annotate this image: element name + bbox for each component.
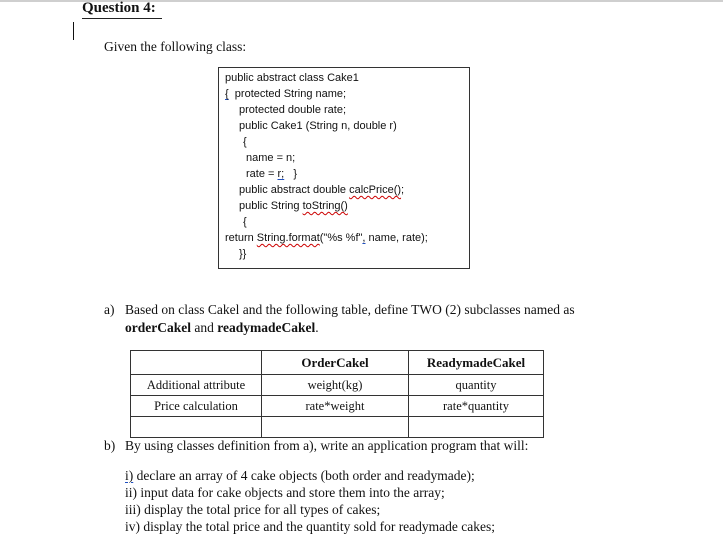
list-text: display the total price for all types of cakes;	[140, 502, 381, 517]
code-method: String.format	[256, 232, 320, 244]
code-method: toString()	[302, 200, 348, 212]
text-cursor	[73, 22, 74, 40]
table-cell	[262, 417, 409, 438]
code-var: r;	[277, 168, 285, 180]
subclass-table	[130, 350, 544, 438]
code-line	[225, 232, 428, 244]
list-item	[125, 485, 445, 501]
code-line	[225, 88, 346, 100]
part-a-connector: and	[190, 320, 218, 335]
code-text: ;	[401, 184, 405, 196]
list-item	[125, 468, 475, 484]
class-name-readymade: readymadeCakel	[217, 320, 316, 335]
code-line: name = n;	[246, 152, 296, 164]
table-cell: quantity	[409, 375, 544, 396]
list-number: ii)	[125, 485, 137, 500]
table-row	[131, 396, 544, 417]
title-underline	[82, 18, 162, 19]
question-intro: Given the following class:	[104, 39, 247, 54]
table-row	[131, 417, 544, 438]
code-text: }	[284, 168, 298, 180]
part-a-text-line2	[125, 320, 319, 336]
list-text: declare an array of 4 cake objects (both order and readymade);	[133, 468, 475, 483]
table-header-row	[131, 351, 544, 375]
table-row	[131, 375, 544, 396]
list-item	[125, 519, 495, 535]
part-b-label: b)	[104, 438, 116, 453]
code-line: }}	[239, 248, 247, 260]
code-text: protected String name;	[228, 88, 347, 100]
code-line	[239, 184, 404, 196]
table-cell: Additional attribute	[131, 375, 262, 396]
code-brace: {	[225, 88, 229, 100]
table-cell	[131, 417, 262, 438]
code-line: {	[243, 216, 247, 228]
code-line: public Cake1 (String n, double r)	[239, 120, 397, 132]
table-cell: rate*weight	[262, 396, 409, 417]
list-number: iv)	[125, 519, 140, 534]
part-b-text: By using classes definition from a), write an application program that will:	[125, 438, 529, 453]
code-line	[239, 200, 348, 212]
table-header-cell: ReadymadeCakel	[409, 351, 544, 375]
part-a-period: .	[315, 320, 319, 335]
table-cell: weight(kg)	[262, 375, 409, 396]
code-text: rate =	[246, 168, 278, 180]
code-box	[218, 67, 470, 269]
code-line	[246, 168, 297, 180]
list-text: input data for cake objects and store them into the array;	[137, 485, 445, 500]
code-text: return	[225, 232, 257, 244]
question-title: Question 4:	[82, 0, 156, 16]
code-method: calcPrice()	[349, 184, 402, 196]
table-cell: rate*quantity	[409, 396, 544, 417]
table-cell	[409, 417, 544, 438]
code-comma: ,	[362, 232, 366, 244]
list-number: iii)	[125, 502, 141, 517]
code-text: public abstract double	[239, 184, 350, 196]
table-cell: Price calculation	[131, 396, 262, 417]
code-text: public String	[239, 200, 303, 212]
part-a-label: a)	[104, 302, 115, 317]
code-text: name, rate);	[365, 232, 428, 244]
code-text: ("%s %f"	[319, 232, 363, 244]
list-text: display the total price and the quantity sold for readymade cakes;	[140, 519, 496, 534]
code-line: public abstract class Cake1	[225, 72, 359, 84]
part-a-text-line1: Based on class Cakel and the following table, define TWO (2) subclasses named as	[125, 302, 575, 317]
table-header-cell	[131, 351, 262, 375]
list-number: i)	[125, 468, 134, 483]
table-header-cell: OrderCakel	[262, 351, 409, 375]
code-line: protected double rate;	[239, 104, 347, 116]
class-name-order: orderCakel	[125, 320, 191, 335]
code-line: {	[243, 136, 247, 148]
list-item	[125, 502, 380, 518]
